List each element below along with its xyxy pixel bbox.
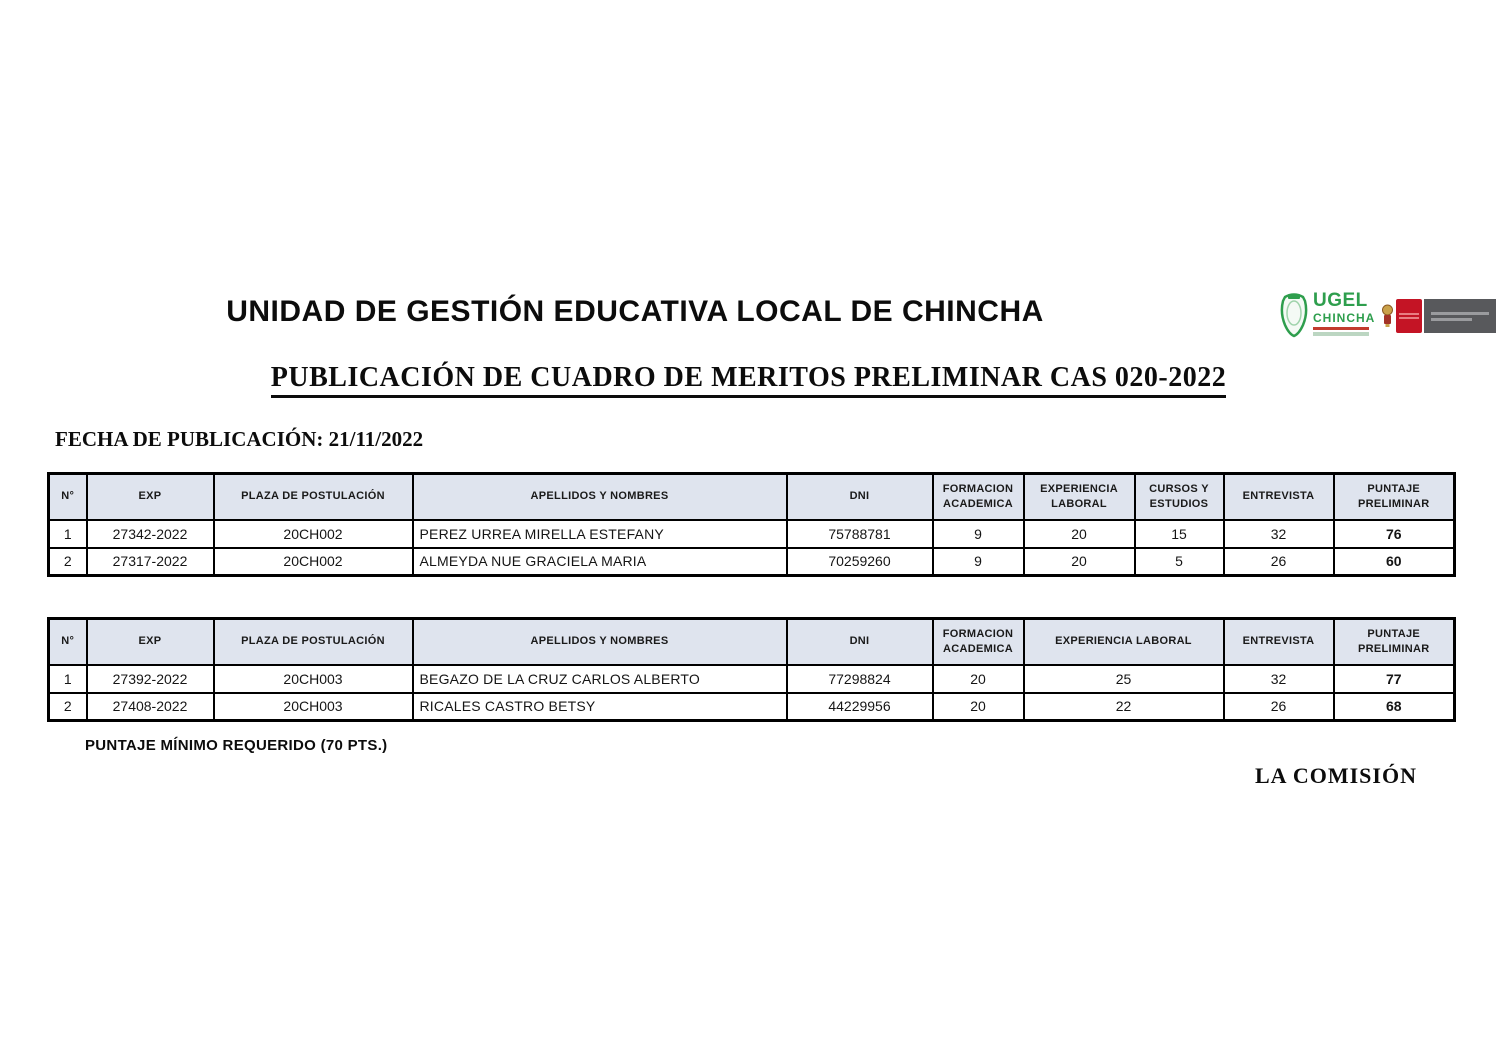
ministry-banner xyxy=(1424,299,1496,333)
table-cell: 26 xyxy=(1224,693,1334,721)
column-header: PUNTAJE PRELIMINAR xyxy=(1334,619,1455,665)
peru-government-logo xyxy=(1381,299,1496,333)
table-cell: 20 xyxy=(933,665,1024,693)
table-cell: 26 xyxy=(1224,548,1334,576)
table-row xyxy=(49,693,1455,721)
column-header: PUNTAJE PRELIMINAR xyxy=(1334,474,1455,520)
table-cell: 68 xyxy=(1334,693,1455,721)
table-cell: 20CH003 xyxy=(214,665,413,693)
table-cell: 9 xyxy=(933,548,1024,576)
ugel-logo-rule xyxy=(1313,327,1369,330)
table-cell: BEGAZO DE LA CRUZ CARLOS ALBERTO xyxy=(413,665,787,693)
column-header: EXPERIENCIA LABORAL xyxy=(1024,474,1135,520)
column-header: N° xyxy=(49,474,87,520)
document-title: PUBLICACIÓN DE CUADRO DE MERITOS PRELIMINAR CAS 020-2022 xyxy=(0,362,1497,398)
table-cell: 20CH002 xyxy=(214,548,413,576)
column-header: APELLIDOS Y NOMBRES xyxy=(413,619,787,665)
publication-date: FECHA DE PUBLICACIÓN: 21/11/2022 xyxy=(55,427,424,451)
table-cell: 20 xyxy=(1024,548,1135,576)
ugel-logo-tagline xyxy=(1313,332,1369,336)
column-header: DNI xyxy=(787,474,933,520)
table-row xyxy=(49,548,1455,576)
column-header: FORMACION ACADEMICA xyxy=(933,474,1024,520)
table-cell: 27317-2022 xyxy=(87,548,214,576)
column-header: CURSOS Y ESTUDIOS xyxy=(1135,474,1224,520)
page-title: UNIDAD DE GESTIÓN EDUCATIVA LOCAL DE CHINCHA xyxy=(226,295,1044,328)
ugel-logo-subtext: CHINCHA xyxy=(1313,311,1376,325)
table-cell: 75788781 xyxy=(787,520,933,548)
table-cell: 77298824 xyxy=(787,665,933,693)
column-header: EXP xyxy=(87,474,214,520)
table-cell: 32 xyxy=(1224,520,1334,548)
table-row xyxy=(49,665,1455,693)
table-cell: 27392-2022 xyxy=(87,665,214,693)
column-header: DNI xyxy=(787,619,933,665)
table-cell: 27342-2022 xyxy=(87,520,214,548)
table-cell: 70259260 xyxy=(787,548,933,576)
ugel-shield-emblem-icon xyxy=(1279,291,1309,338)
minimum-score-note: PUNTAJE MÍNIMO REQUERIDO (70 PTS.) xyxy=(85,737,388,754)
column-header: EXPERIENCIA LABORAL xyxy=(1024,619,1224,665)
logo-strip xyxy=(1279,291,1474,347)
column-header: PLAZA DE POSTULACIÓN xyxy=(214,474,413,520)
table-cell: 32 xyxy=(1224,665,1334,693)
table-cell: 2 xyxy=(49,693,87,721)
column-header: N° xyxy=(49,619,87,665)
table-cell: 20CH003 xyxy=(214,693,413,721)
table-cell: 20 xyxy=(933,693,1024,721)
table-cell: 27408-2022 xyxy=(87,693,214,721)
column-header: FORMACION ACADEMICA xyxy=(933,619,1024,665)
table-row xyxy=(49,520,1455,548)
column-header: PLAZA DE POSTULACIÓN xyxy=(214,619,413,665)
table-cell: 22 xyxy=(1024,693,1224,721)
table-cell: 76 xyxy=(1334,520,1455,548)
table-cell: 9 xyxy=(933,520,1024,548)
table-cell: 5 xyxy=(1135,548,1224,576)
merit-table-20ch003 xyxy=(47,617,1456,722)
peru-coat-of-arms-icon xyxy=(1381,304,1394,328)
gobierno-red-badge xyxy=(1396,299,1422,333)
ugel-chincha-logo xyxy=(1279,291,1375,338)
table-cell: 1 xyxy=(49,520,87,548)
table-header-row xyxy=(49,474,1455,520)
merit-table-20ch002 xyxy=(47,472,1456,577)
commission-signature: LA COMISIÓN xyxy=(1255,763,1417,788)
ugel-logo-text: UGEL xyxy=(1313,290,1368,311)
table-cell: 77 xyxy=(1334,665,1455,693)
table-cell: 44229956 xyxy=(787,693,933,721)
table-cell: 20CH002 xyxy=(214,520,413,548)
table-cell: 1 xyxy=(49,665,87,693)
table-cell: 20 xyxy=(1024,520,1135,548)
table-cell: 60 xyxy=(1334,548,1455,576)
table-cell: RICALES CASTRO BETSY xyxy=(413,693,787,721)
column-header: EXP xyxy=(87,619,214,665)
table-cell: PEREZ URREA MIRELLA ESTEFANY xyxy=(413,520,787,548)
table-cell: 25 xyxy=(1024,665,1224,693)
table-header-row xyxy=(49,619,1455,665)
table-cell: 15 xyxy=(1135,520,1224,548)
table-cell: ALMEYDA NUE GRACIELA MARIA xyxy=(413,548,787,576)
table-cell: 2 xyxy=(49,548,87,576)
column-header: ENTREVISTA xyxy=(1224,474,1334,520)
column-header: ENTREVISTA xyxy=(1224,619,1334,665)
column-header: APELLIDOS Y NOMBRES xyxy=(413,474,787,520)
